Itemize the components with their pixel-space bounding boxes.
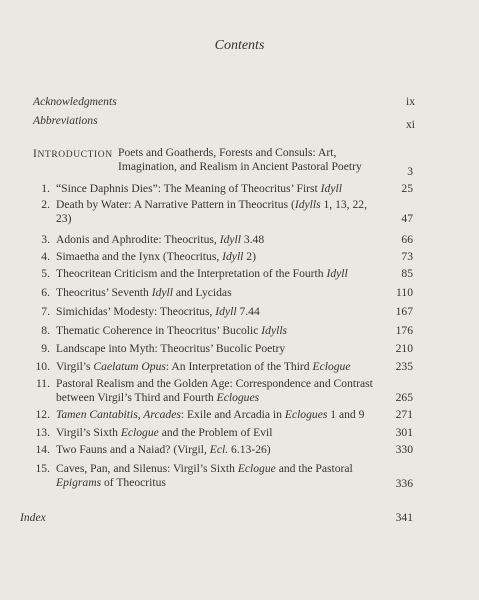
chapter-number: 7.	[41, 305, 50, 318]
chapter-title[interactable]: Theocritus’ Seventh Idyll and Lycidas	[56, 286, 232, 299]
chapter-page-number: 25	[401, 182, 413, 195]
chapter-number: 14.	[35, 443, 50, 456]
toc-page-abbreviations: xi	[405, 118, 415, 131]
toc-page-acknowledgments: ix	[405, 95, 415, 108]
chapter-number: 2.	[41, 198, 50, 211]
chapter-title[interactable]: Theocritean Criticism and the Interpretation of the Fourth Idyll	[56, 267, 348, 280]
toc-abbreviations[interactable]: Abbreviations	[33, 114, 98, 127]
chapter-number: 9.	[41, 342, 50, 355]
chapter-page-number: 330	[395, 443, 413, 456]
chapter-number: 3.	[41, 233, 50, 246]
chapter-page-number: 265	[395, 391, 413, 404]
chapter-title[interactable]: Death by Water: A Narrative Pattern in Theocritus (Idylls 1, 13, 22, 23)	[56, 198, 367, 225]
chapter-number: 8.	[41, 324, 50, 337]
chapter-number: 4.	[41, 250, 50, 263]
chapter-number: 1.	[41, 182, 50, 195]
chapter-page-number: 336	[395, 477, 413, 490]
chapter-page-number: 66	[401, 233, 413, 246]
toc-acknowledgments[interactable]: Acknowledgments	[33, 95, 117, 108]
chapter-title[interactable]: Thematic Coherence in Theocritus’ Bucolic Idylls	[56, 324, 288, 337]
chapter-number: 15.	[35, 462, 50, 475]
toc-intro-label: INTRODUCTION	[33, 147, 113, 160]
chapter-title[interactable]: Two Fauns and a Naiad? (Virgil, Ecl. 6.13-26)	[56, 443, 271, 456]
chapter-number: 10.	[35, 360, 50, 373]
chapter-page-number: 110	[396, 286, 413, 299]
chapter-title[interactable]: Simaetha and the Iynx (Theocritus, Idyll 2)	[56, 250, 256, 263]
chapter-title[interactable]: Simichidas’ Modesty: Theocritus, Idyll 7.44	[56, 305, 260, 318]
chapter-page-number: 235	[395, 360, 413, 373]
toc-index[interactable]: Index	[20, 511, 46, 524]
chapter-page-number: 271	[395, 408, 413, 421]
chapter-page-number: 176	[395, 324, 413, 337]
chapter-title[interactable]: Caves, Pan, and Silenus: Virgil’s Sixth Eclogue and the Pastoral Epigrams of Theocritus	[56, 462, 353, 489]
chapter-page-number: 73	[401, 250, 413, 263]
toc-intro-text[interactable]: Poets and Goatherds, Forests and Consuls: Art, Imagination, and Realism in Ancient Pastoral Poetry	[118, 146, 362, 173]
chapter-title[interactable]: Virgil’s Caelatum Opus: An Interpretation of the Third Eclogue	[56, 360, 351, 373]
chapter-number: 5.	[41, 267, 50, 280]
chapter-page-number: 47	[401, 212, 413, 225]
chapter-number: 11.	[35, 377, 50, 390]
chapter-title[interactable]: Virgil’s Sixth Eclogue and the Problem of Evil	[56, 426, 273, 439]
chapter-page-number: 301	[395, 426, 413, 439]
chapter-page-number: 210	[395, 342, 413, 355]
chapter-number: 6.	[41, 286, 50, 299]
toc-page-index: 341	[395, 511, 413, 524]
chapter-title[interactable]: “Since Daphnis Dies”: The Meaning of Theocritus’ First Idyll	[56, 182, 342, 195]
chapter-title[interactable]: Pastoral Realism and the Golden Age: Correspondence and Contrast between Virgil’s Third and Fourth Eclogues	[56, 377, 373, 404]
chapter-page-number: 167	[395, 305, 413, 318]
chapter-title[interactable]: Tamen Cantabitis, Arcades: Exile and Arcadia in Eclogues 1 and 9	[56, 408, 365, 421]
chapter-title[interactable]: Landscape into Myth: Theocritus’ Bucolic Poetry	[56, 342, 286, 355]
chapter-number: 12.	[35, 408, 50, 421]
toc-page-intro: 3	[407, 165, 413, 178]
chapter-number: 13.	[35, 426, 50, 439]
chapter-title[interactable]: Adonis and Aphrodite: Theocritus, Idyll 3.48	[56, 233, 265, 246]
page-title: Contents	[214, 38, 265, 53]
chapter-page-number: 85	[401, 267, 413, 280]
